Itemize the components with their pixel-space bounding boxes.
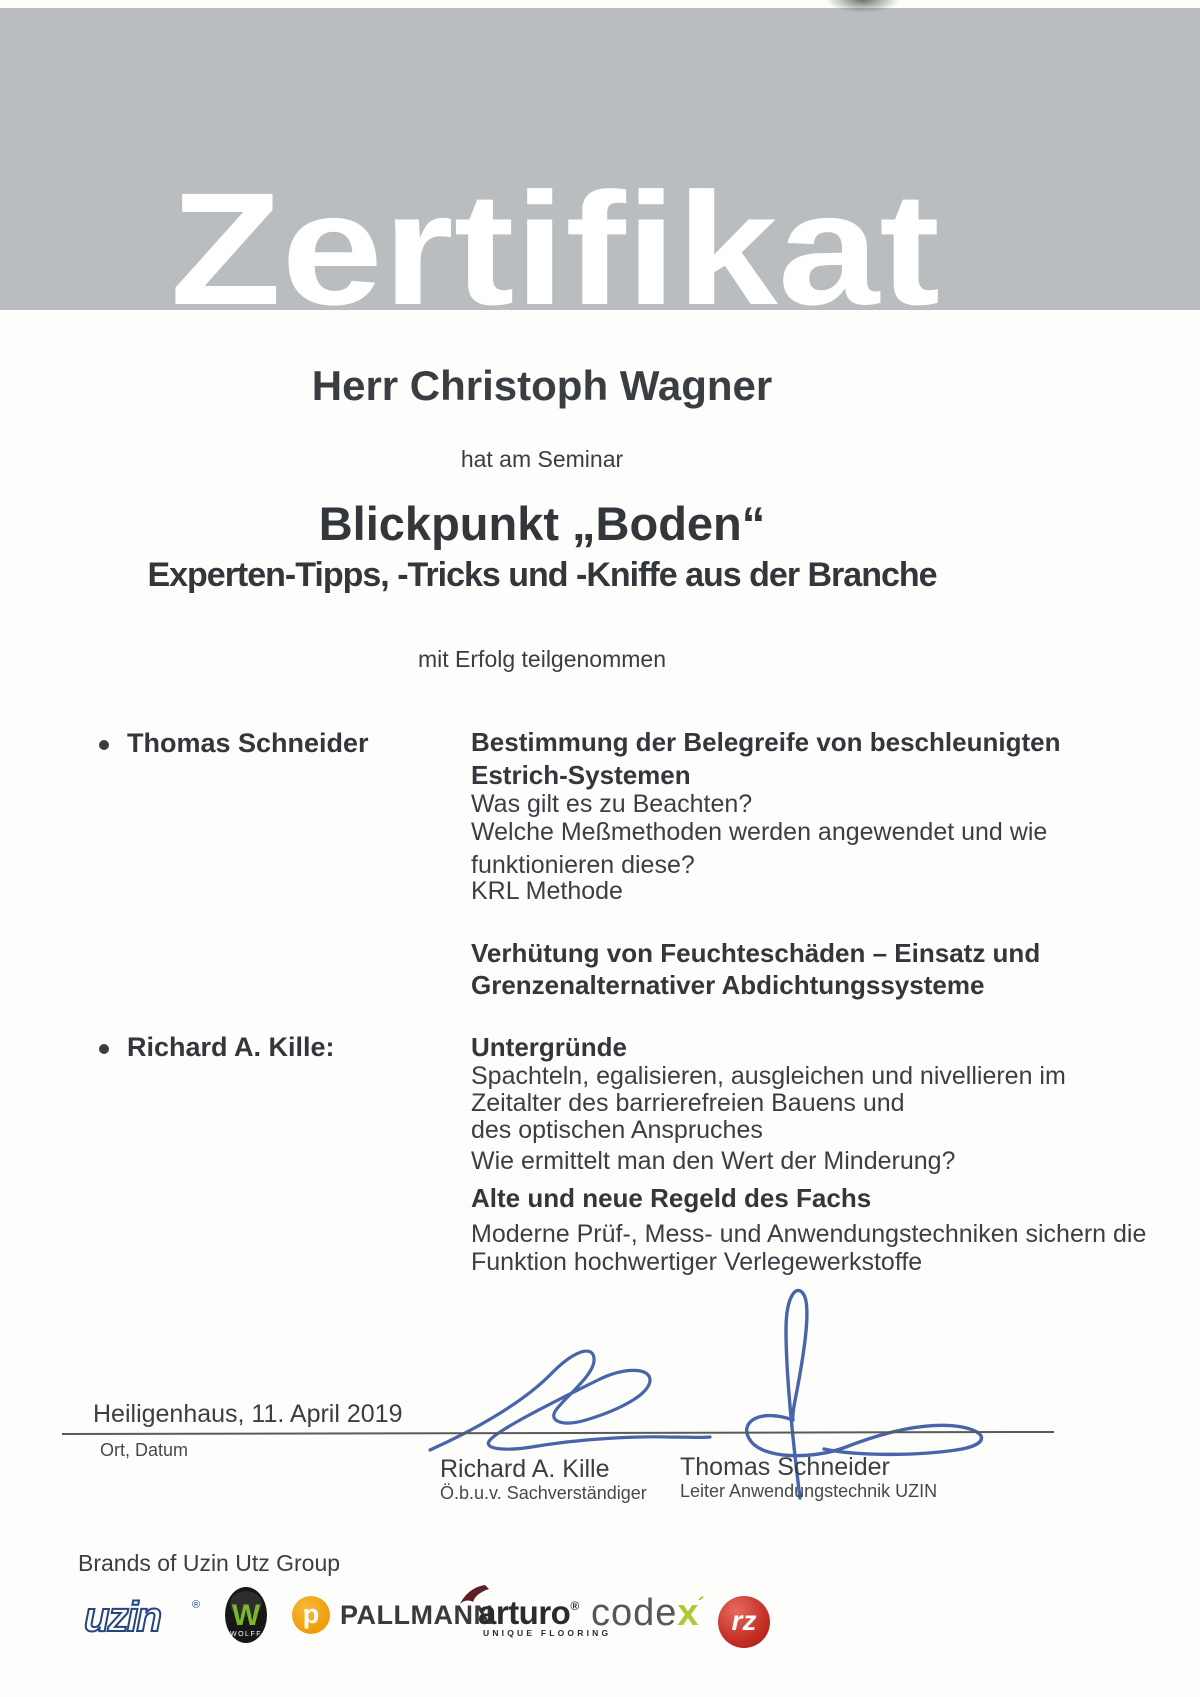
seminar-title: Blickpunkt „Boden“ [318, 497, 766, 550]
signatory1-name: Richard A. Kille [440, 1455, 610, 1483]
uzin-wordmark: uzin [84, 1594, 160, 1640]
session1-line: Was gilt es zu Beachten? [471, 790, 753, 818]
session2-line: Funktion hochwertiger Verlegewerkstoffe [471, 1248, 923, 1276]
signatory1-title: Ö.b.u.v. Sachverständiger [440, 1483, 647, 1503]
session2-line: Zeitalter des barrierefreien Bauens und [471, 1089, 905, 1117]
wolff-logo [224, 1586, 268, 1644]
place-date: Heiligenhaus, 11. April 2019 [93, 1400, 403, 1428]
arturo-tagline: UNIQUE FLOORING [483, 1628, 612, 1638]
seminar-subtitle: Experten-Tipps, -Tricks und -Kniffe aus der Branche [147, 556, 937, 594]
banner-wordmark [0, 8, 1200, 310]
session2-line: Spachteln, egalisieren, ausgleichen und nivellieren im [471, 1062, 1066, 1090]
session1-line: funktionieren diese? [471, 851, 695, 879]
bullet-icon [99, 740, 109, 750]
codex-wordmark: codex´ [591, 1592, 706, 1634]
wolff-wordmark: WOLFF [230, 1631, 262, 1638]
wolff-w-icon: W [231, 1599, 261, 1632]
session2-line: Alte und neue Regeld des Fachs [471, 1183, 872, 1213]
session2-line: des optischen Anspruches [471, 1116, 763, 1144]
speaker-name-1: Thomas Schneider [127, 728, 369, 758]
session1-line: Verhütung von Feuchteschäden – Einsatz und [471, 938, 1041, 968]
session1-line: Grenzenalternativer Abdichtungssysteme [471, 970, 985, 1000]
place-date-label: Ort, Datum [100, 1440, 189, 1460]
registered-mark-icon: ® [192, 1599, 201, 1611]
intro-line: hat am Seminar [460, 446, 624, 472]
codex-x-icon: x [677, 1592, 700, 1634]
brands-label: Brands of Uzin Utz Group [78, 1550, 341, 1576]
signatory2-title: Leiter Anwendungstechnik UZIN [680, 1481, 938, 1501]
session2-line: Moderne Prüf-, Mess- und Anwendungstechniken sichern die [471, 1220, 1147, 1248]
codex-accent-icon: ´ [697, 1593, 706, 1618]
session2-line: Untergründe [471, 1032, 627, 1062]
uzin-logo [82, 1594, 204, 1642]
rz-wordmark: rz [731, 1605, 757, 1636]
registered-mark-icon: ® [570, 1599, 579, 1613]
pallmann-wordmark: PALLMANN [340, 1600, 494, 1630]
session2-line: Wie ermittelt man den Wert der Minderung? [471, 1147, 956, 1175]
rz-badge [718, 1596, 770, 1648]
participation-line: mit Erfolg teilgenommen [418, 646, 666, 672]
signature-richard-kille [430, 1351, 710, 1450]
header-band [0, 8, 1200, 310]
scan-artifact [826, 0, 900, 13]
signatory2-name: Thomas Schneider [680, 1453, 890, 1481]
banner-text: Zertifikat [170, 159, 940, 310]
speaker-name-2: Richard A. Kille: [127, 1032, 335, 1062]
recipient-name: Herr Christoph Wagner [311, 362, 773, 409]
arturo-wordmark: arturo® [478, 1594, 579, 1631]
session1-line: Bestimmung der Belegreife von beschleunigten [471, 727, 1061, 757]
pallmann-p-icon: p [302, 1599, 320, 1629]
bullet-icon [99, 1044, 109, 1054]
session1-line: Welche Meßmethoden werden angewendet und wie [471, 818, 1048, 846]
session1-line: KRL Methode [471, 877, 623, 905]
pallmann-badge [292, 1596, 330, 1634]
session1-line: Estrich-Systemen [471, 760, 691, 790]
